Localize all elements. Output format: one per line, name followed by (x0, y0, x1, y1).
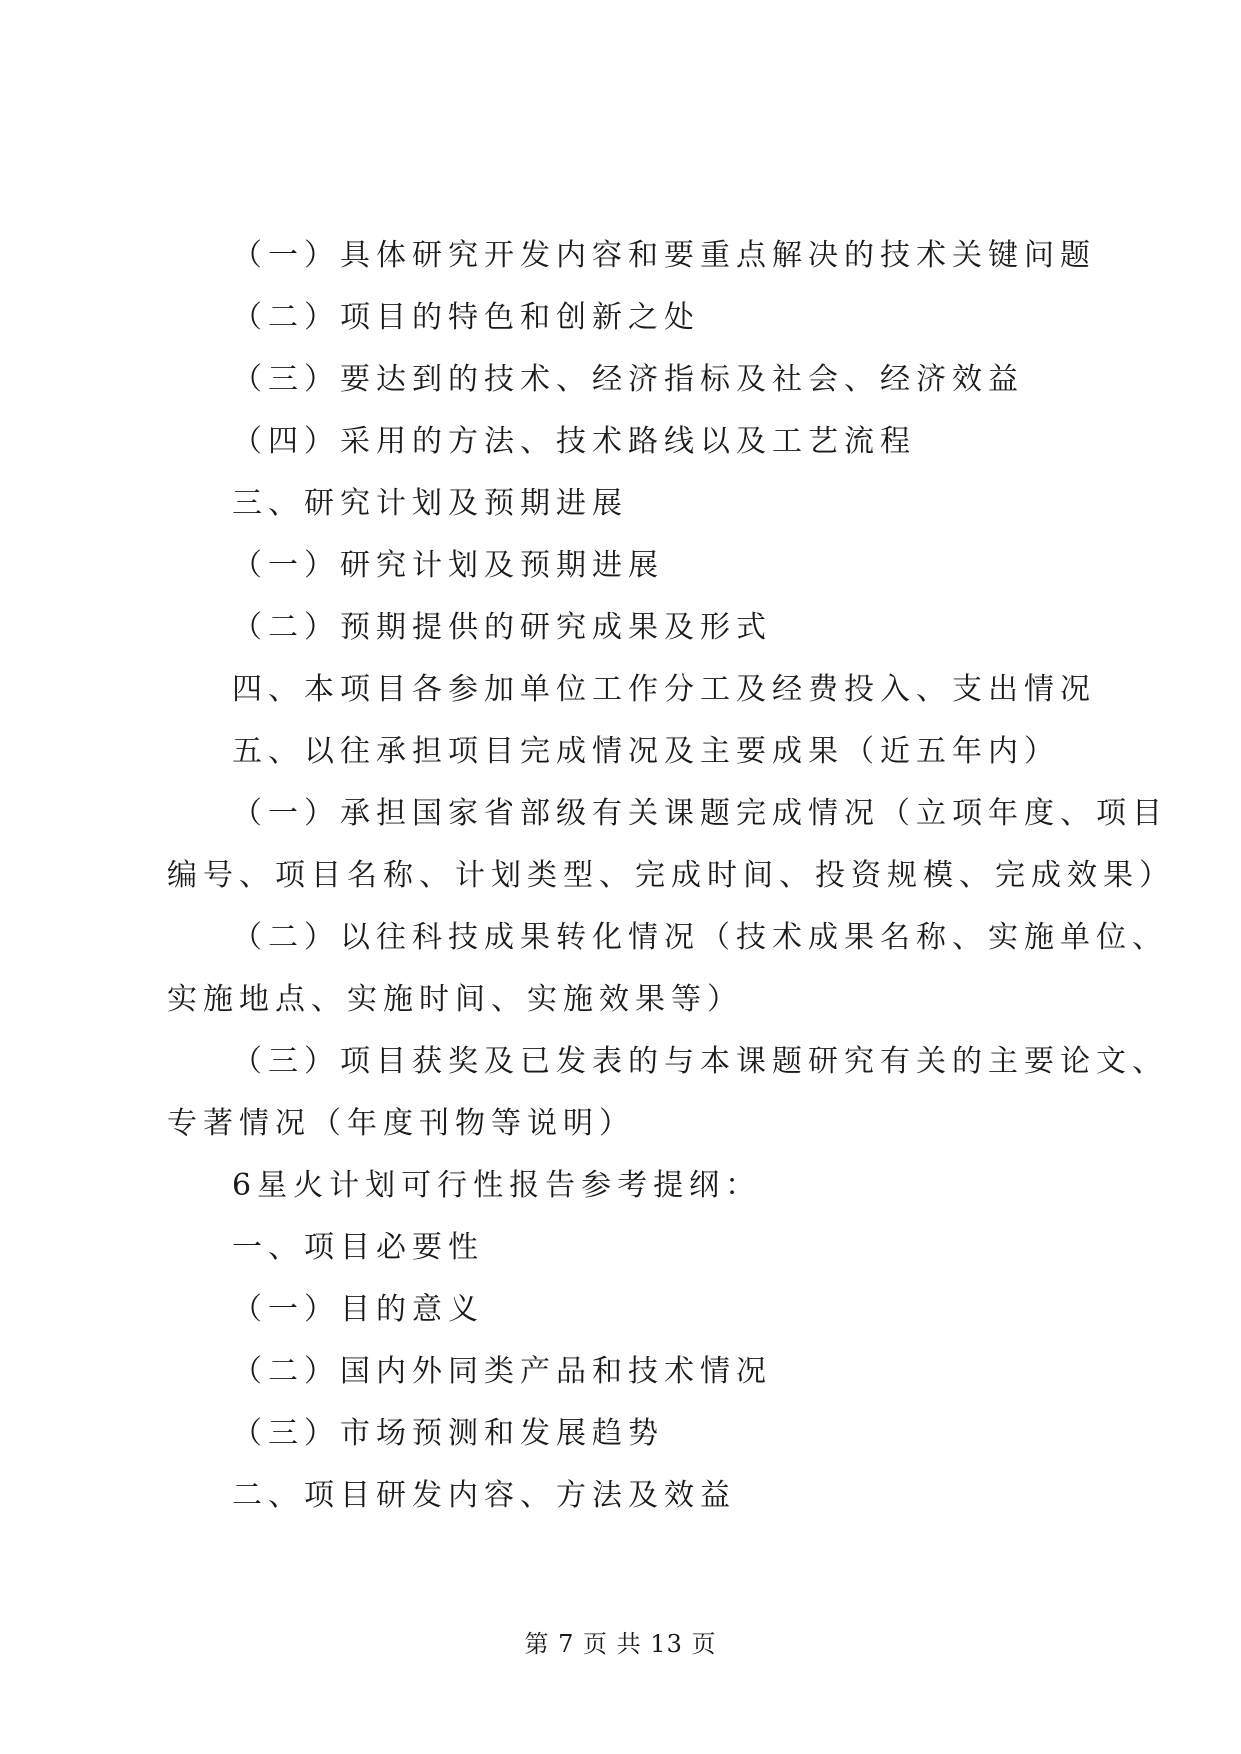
section-heading: 五、以往承担项目完成情况及主要成果（近五年内） (232, 734, 1060, 769)
page-number-footer: 第 7 页 共 13 页 (524, 1630, 717, 1658)
section-heading: 二、项目研发内容、方法及效益 (232, 1478, 736, 1513)
text-line: （三）项目获奖及已发表的与本课题研究有关的主要论文、 (232, 1044, 1168, 1079)
text-line: 实施地点、实施时间、实施效果等） (167, 982, 743, 1017)
text-line: （一）具体研究开发内容和要重点解决的技术关键问题 (232, 238, 1096, 273)
text-line: （二）预期提供的研究成果及形式 (232, 610, 772, 645)
text-line: （二）以往科技成果转化情况（技术成果名称、实施单位、 (232, 920, 1168, 955)
section-heading: 四、本项目各参加单位工作分工及经费投入、支出情况 (232, 672, 1096, 707)
text-line: （三）市场预测和发展趋势 (232, 1416, 664, 1451)
text-line: （一）承担国家省部级有关课题完成情况（立项年度、项目 (232, 796, 1168, 831)
section-heading: 一、项目必要性 (232, 1230, 484, 1265)
text-line: 编号、项目名称、计划类型、完成时间、投资规模、完成效果） (167, 858, 1175, 893)
text-line: （二）国内外同类产品和技术情况 (232, 1354, 772, 1389)
section-heading: 6星火计划可行性报告参考提纲： (232, 1168, 762, 1203)
text-line: （三）要达到的技术、经济指标及社会、经济效益 (232, 362, 1024, 397)
section-heading: 三、研究计划及预期进展 (232, 486, 628, 521)
text-line: 专著情况（年度刊物等说明） (167, 1106, 635, 1141)
text-line: （二）项目的特色和创新之处 (232, 300, 700, 335)
text-line: （一）研究计划及预期进展 (232, 548, 664, 583)
text-line: （一）目的意义 (232, 1292, 484, 1327)
text-line: （四）采用的方法、技术路线以及工艺流程 (232, 424, 916, 459)
